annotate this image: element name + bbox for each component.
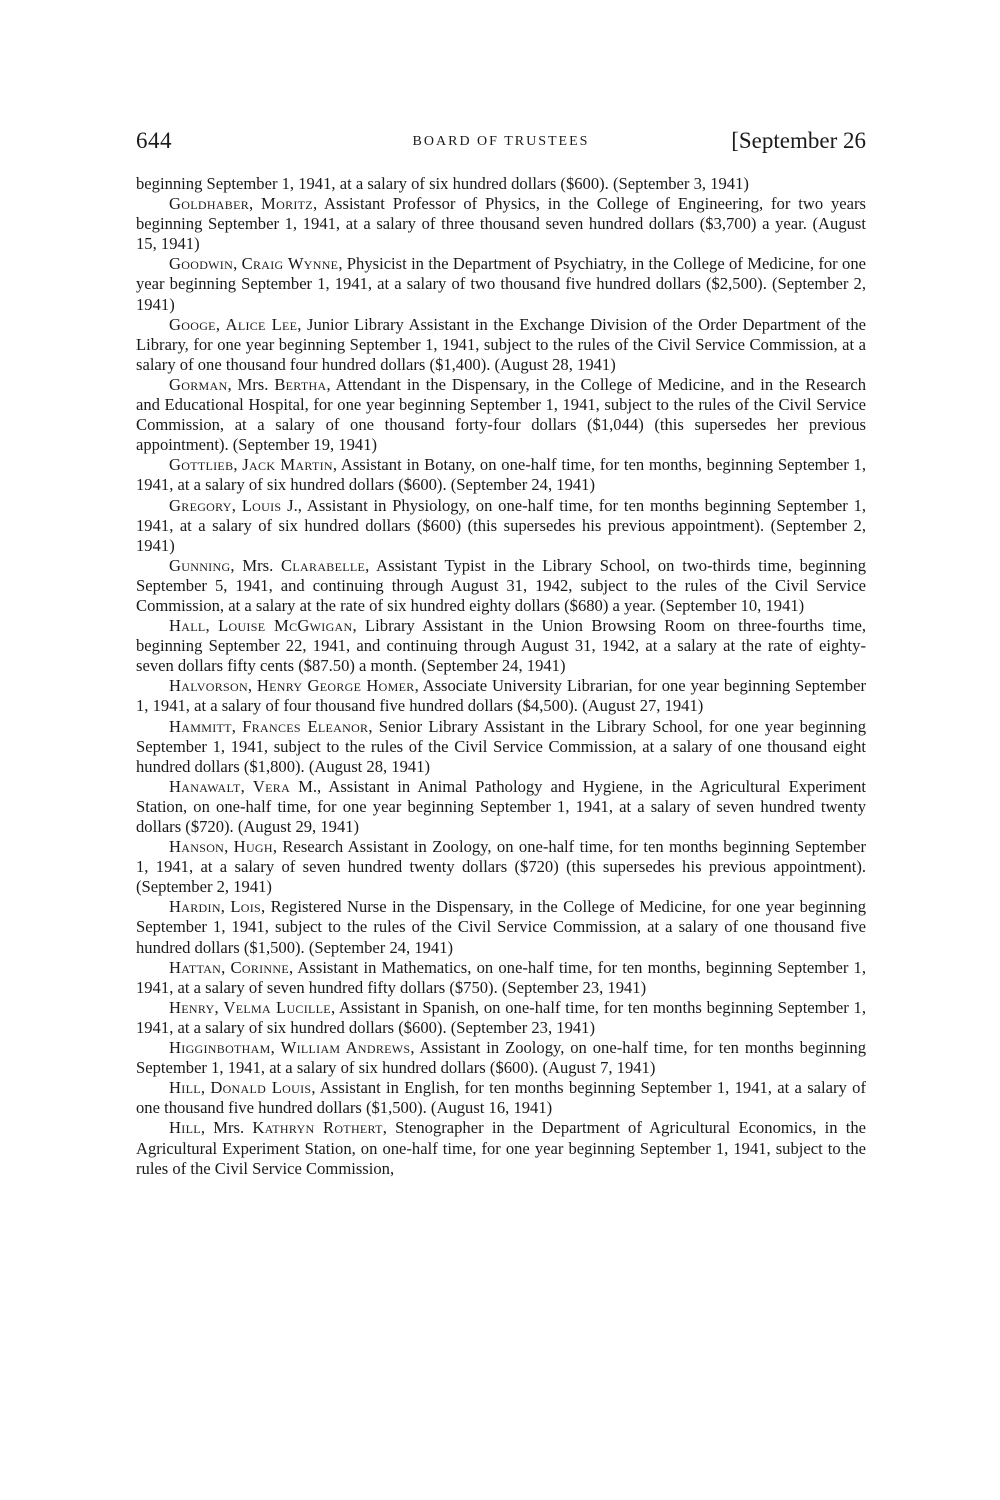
entry-surname: Hall [169,616,206,636]
entry-surname: Hattan [169,957,222,977]
appointment-entry: Hill, Mrs. Kathryn Rothert, Stenographer in the Department of Agricultural Economics, in the Agricultural Experiment Station, on one-half time, for one year beginning September 1, 1941, subject to the rules of the Civil Service Commission, [136,1118,867,1178]
entry-given-name: Henry George Homer [256,676,415,696]
entry-surname: Goodwin [169,254,234,274]
entry-given-name: Lois [230,897,262,917]
entry-given-name: Craig Wynne [241,254,339,274]
entry-text: , Registered Nurse in the Dispensary, in the College of Medicine, for one year beginning September 1, 1941, subject to the rules of the Civil Service Commission, at a salary of one thousand five hundred dollars ($1,500). (September 24, 1941) [136,897,866,957]
entry-surname: Henry [169,997,215,1017]
entry-surname: Googe [169,314,216,334]
entry-text: , Assistant in Spanish, on one-half time, for ten months beginning September 1, 1941, at a salary of six hundred dollars ($600). (September 23, 1941) [136,997,867,1037]
entry-surname: Hanawalt [169,776,241,796]
appointment-entry: Hanson, Hugh, Research Assistant in Zoology, on one-half time, for ten months beginning September 1, 1941, at a salary of seven hundred twenty dollars ($720) (this supersedes his previous appointment). (September 2, 1941) [136,837,866,897]
entry-text: , Library Assistant in the Union Browsing Room on three-fourths time, beginning September 22, 1941, and continuing through August 31, 1942, at a salary at the rate of eighty-seven dollars fifty cents ($87.50) a month. (September 24, 1941) [136,616,866,676]
entry-title: Mrs. [242,555,274,575]
entry-surname: Gorman [169,374,228,394]
entry-surname: Hardin [169,897,221,917]
entry-given-name: Louise McGwigan [218,616,353,636]
appointment-entry: Hill, Donald Louis, Assistant in English, for ten months beginning September 1, 1941, at a salary of one thousand five hundred dollars ($1,500). (August 16, 1941) [136,1078,866,1118]
page-number: 644 [136,128,172,153]
entry-given-name: Louis [241,495,282,515]
appointment-entry: Gunning, Mrs. Clarabelle, Assistant Typist in the Library School, on two-thirds time, beginning September 5, 1941, and continuing through August 31, 1942, subject to the rules of the Civil Service Commission, at a salary at the rate of six hundred eighty dollars ($680) a year. (September 10, 1941) [136,555,867,615]
entry-surname: Higginbotham [169,1038,271,1058]
appointment-entry: Henry, Velma Lucille, Assistant in Spanish, on one-half time, for ten months beginning September 1, 1941, at a salary of six hundred dollars ($600). (September 23, 1941) [136,997,867,1037]
appointment-entry: Hammitt, Frances Eleanor, Senior Library Assistant in the Library School, for one year beginning September 1, 1941, subject to the rules of the Civil Service Commission, at a salary of one thousand eight hundred dollars ($1,800). (August 28, 1941) [136,716,866,776]
entry-text: , Assistant Professor of Physics, in the College of Engineering, for two years beginning September 1, 1941, at a salary of three thousand seven hundred dollars ($3,700) a year. (August 15, 1941) [136,194,867,254]
entry-given-name: Moritz [261,194,313,214]
appointment-entry: Hanawalt, Vera M., Assistant in Animal Pathology and Hygiene, in the Agricultural Experiment Station, on one-half time, for one year beginning September 1, 1941, at a salary of seven hundred twenty dollars ($720). (August 29, 1941) [136,776,867,836]
appointment-entry: Hall, Louise McGwigan, Library Assistant in the Union Browsing Room on three-fourths time, beginning September 22, 1941, and continuing through August 31, 1942, at a salary at the rate of eighty-seven dollars fifty cents ($87.50) a month. (September 24, 1941) [136,616,866,676]
running-header [136,128,866,158]
entry-given-name: Alice Lee [225,314,298,334]
entry-given-name: Jack Martin [242,455,333,475]
entry-text: , Assistant in Mathematics, on one-half time, for ten months, beginning September 1, 1941, at a salary of seven hundred fifty dollars ($750). (September 23, 1941) [136,957,866,997]
appointment-entry: Gottlieb, Jack Martin, Assistant in Botany, on one-half time, for ten months, beginning September 1, 1941, at a salary of six hundred dollars ($600). (September 24, 1941) [136,455,866,495]
appointment-entry: Googe, Alice Lee, Junior Library Assistant in the Exchange Division of the Order Department of the Library, for one year beginning September 1, 1941, subject to the rules of the Civil Service Commission, at a salary of one thousand four hundred dollars ($1,400). (August 28, 1941) [136,314,867,374]
document-page [136,128,866,1179]
entry-surname: Hill [169,1078,201,1098]
appointment-entry: Hardin, Lois, Registered Nurse in the Dispensary, in the College of Medicine, for one year beginning September 1, 1941, subject to the rules of the Civil Service Commission, at a salary of one thousand five hundred dollars ($1,500). (September 24, 1941) [136,897,866,957]
entry-text: M., Assistant in Animal Pathology and Hygiene, in the Agricultural Experiment Station, on one-half time, for one year beginning September 1, 1941, at a salary of seven hundred twenty dollars ($720). (August 29, 1941) [136,776,867,836]
appointment-entry: Hattan, Corinne, Assistant in Mathematics, on one-half time, for ten months, beginning September 1, 1941, at a salary of seven hundred fifty dollars ($750). (September 23, 1941) [136,957,866,997]
entry-given-name: Bertha [274,374,327,394]
appointment-entry: Higginbotham, William Andrews, Assistant in Zoology, on one-half time, for ten months beginning September 1, 1941, at a salary of six hundred dollars ($600). (August 7, 1941) [136,1038,866,1078]
appointment-entry: Goodwin, Craig Wynne, Physicist in the Department of Psychiatry, in the College of Medicine, for one year beginning September 1, 1941, at a salary of two thousand five hundred dollars ($2,500). (September 2, 1941) [136,254,867,314]
appointment-entry: Goldhaber, Moritz, Assistant Professor of Physics, in the College of Engineering, for two years beginning September 1, 1941, at a salary of three thousand seven hundred dollars ($3,700) a year. (August 15, 1941) [136,194,867,254]
continued-paragraph: beginning September 1, 1941, at a salary of six hundred dollars ($600). (September 3, 1941) [136,174,749,193]
entry-given-name: Donald Louis [210,1078,312,1098]
entry-given-name: Vera [252,776,291,796]
entry-surname: Hanson [169,837,225,857]
running-date: [September 26 [731,128,866,153]
entry-text: , Assistant in English, for ten months beginning September 1, 1941, at a salary of one thousand five hundred dollars ($1,500). (August 16, 1941) [136,1078,866,1118]
entry-surname: Gottlieb [169,455,234,475]
entry-text: J., Assistant in Physiology, on one-half time, for ten months beginning September 1, 1941, at a salary of six hundred dollars ($600) (this supersedes his previous appointment). (September 2, 1941) [136,495,867,555]
entry-surname: Goldhaber [169,194,250,214]
entry-text: , Assistant Typist in the Library School, on two-thirds time, beginning September 5, 1941, and continuing through August 31, 1942, subject to the rules of the Civil Service Commission, at a salary at the rate of six hundred eighty dollars ($680) a year. (September 10, 1941) [136,555,867,615]
entry-title: Mrs. [237,374,269,394]
entry-surname: Gregory [169,495,232,515]
entry-surname: Hill [169,1118,201,1138]
entry-text: , Physicist in the Department of Psychiatry, in the College of Medicine, for one year beginning September 1, 1941, at a salary of two thousand five hundred dollars ($2,500). (September 2, 1941) [136,254,867,314]
entry-given-name: Corinne [230,957,289,977]
appointment-entry: Gregory, Louis J., Assistant in Physiology, on one-half time, for ten months beginning September 1, 1941, at a salary of six hundred dollars ($600) (this supersedes his previous appointment). (September 2, 1941) [136,495,867,555]
entry-surname: Halvorson [169,676,248,696]
running-title: BOARD OF TRUSTEES [412,134,590,149]
entry-text: , Senior Library Assistant in the Library School, for one year beginning September 1, 1941, subject to the rules of the Civil Service Commission, at a salary of one thousand eight hundred dollars ($1,800). (August 28, 1941) [136,716,866,776]
entry-surname: Hammitt [169,716,232,736]
entry-text: , Attendant in the Dispensary, in the College of Medicine, and in the Research and Educational Hospital, for one year beginning September 1, 1941, subject to the rules of the Civil Service Commission, at a salary of one thousand forty-four dollars ($1,044) (this supersedes her previous appointment). (September 19, 1941) [136,374,867,455]
entry-given-name: Velma Lucille [223,997,331,1017]
entry-text: , Junior Library Assistant in the Exchange Division of the Order Department of the Library, for one year beginning September 1, 1941, subject to the rules of the Civil Service Commission, at a salary of one thousand four hundred dollars ($1,400). (August 28, 1941) [136,314,867,374]
entry-surname: Gunning [169,555,231,575]
appointment-entry: Gorman, Mrs. Bertha, Attendant in the Dispensary, in the College of Medicine, and in the Research and Educational Hospital, for one year beginning September 1, 1941, subject to the rules of the Civil Service Commission, at a salary of one thousand forty-four dollars ($1,044) (this supersedes her previous appointment). (September 19, 1941) [136,374,867,455]
entry-title: Mrs. [213,1118,245,1138]
entry-text: , Assistant in Zoology, on one-half time, for ten months beginning September 1, 1941, at a salary of six hundred dollars ($600). (August 7, 1941) [136,1038,866,1078]
entry-list [136,194,866,1179]
entry-given-name: Frances Eleanor [242,716,369,736]
entry-text: , Stenographer in the Department of Agricultural Economics, in the Agricultural Experiment Station, on one-half time, for one year beginning September 1, 1941, subject to the rules of the Civil Service Commission, [136,1118,867,1178]
entry-given-name: Kathryn Rothert [252,1118,383,1138]
appointment-entry: Halvorson, Henry George Homer, Associate University Librarian, for one year beginning September 1, 1941, at a salary of four thousand five hundred dollars ($4,500). (August 27, 1941) [136,676,866,716]
entry-given-name: Clarabelle [281,555,366,575]
entry-given-name: Hugh [233,837,273,857]
appointments-list [136,174,866,1179]
entry-text: , Assistant in Botany, on one-half time, for ten months, beginning September 1, 1941, at a salary of six hundred dollars ($600). (September 24, 1941) [136,455,866,495]
entry-text: , Associate University Librarian, for one year beginning September 1, 1941, at a salary of four thousand five hundred dollars ($4,500). (August 27, 1941) [136,676,866,716]
entry-text: , Research Assistant in Zoology, on one-half time, for ten months beginning September 1, 1941, at a salary of seven hundred twenty dollars ($720) (this supersedes his previous appointment). (September 2, 1941) [136,837,866,897]
entry-given-name: William Andrews [280,1038,411,1058]
